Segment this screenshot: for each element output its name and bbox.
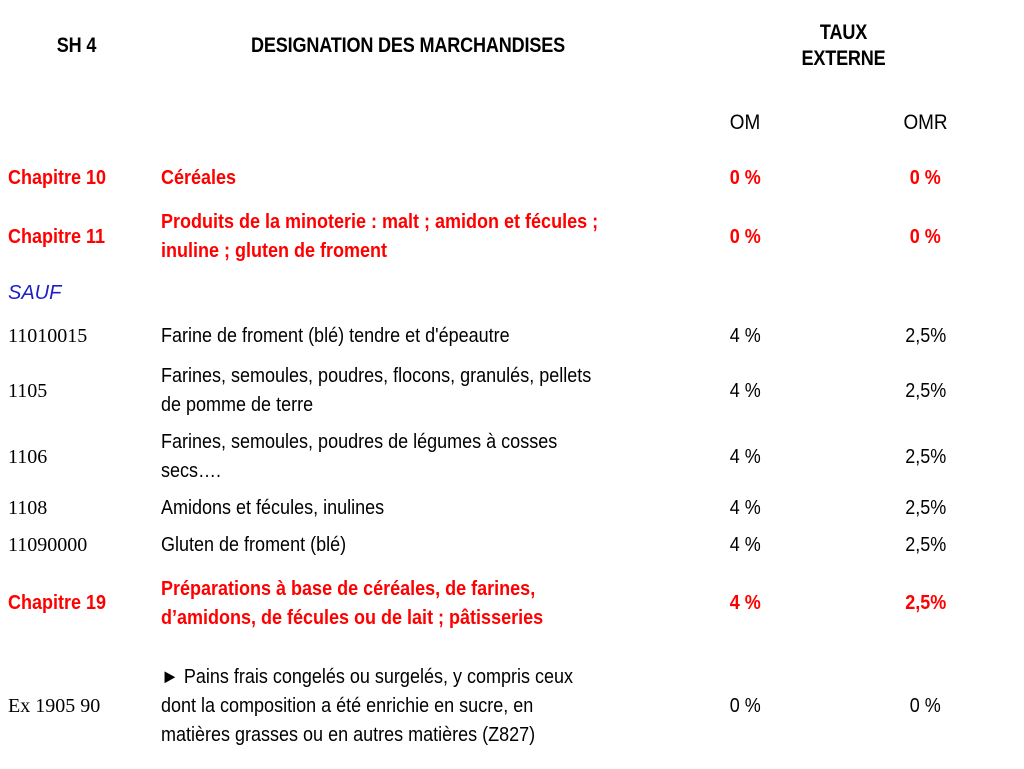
cell-sh-code: [0, 643, 153, 769]
designation-text: Amidons et fécules, inulines: [161, 497, 385, 519]
cell-sh-code: [0, 527, 153, 564]
rate-omr-text: 2,5%: [904, 534, 947, 556]
cell-sh-code: [0, 490, 153, 527]
rate-om-text: 4 %: [729, 325, 761, 347]
cell-designation: [153, 527, 663, 564]
cell-sh-code: [0, 564, 153, 643]
sh-code-text: 1108: [8, 497, 48, 519]
cell-rate-omr: [827, 564, 1024, 643]
cell-rate-om: [663, 358, 827, 424]
rate-om-text: 0 %: [729, 225, 761, 248]
table-row: [0, 203, 1024, 271]
sh-code-text: Chapitre 10: [8, 166, 107, 189]
rate-om-text: 0 %: [729, 694, 761, 717]
cell-sh-code: [0, 424, 153, 490]
sh-code-text: 1106: [8, 445, 48, 468]
cell-rate-omr: [827, 527, 1024, 564]
table-row: [0, 424, 1024, 490]
cell-rate-om: [663, 153, 827, 203]
table-header-row-main: [0, 0, 1024, 92]
sh-code-text: 11010015: [8, 325, 88, 347]
cell-rate-omr: [827, 358, 1024, 424]
cell-rate-omr: [827, 203, 1024, 271]
designation-text: Produits de la minoterie : malt ; amidon et fécules ; inuline ; gluten de froment: [161, 211, 599, 262]
rate-om-text: 4 %: [729, 445, 761, 468]
rate-omr-text: 0 %: [909, 166, 942, 189]
rate-omr-text: 2,5%: [904, 592, 947, 614]
cell-designation: [153, 315, 663, 358]
header-taux-line1: TAUX: [819, 21, 868, 45]
designation-text: ► Pains frais congelés ou surgelés, y compris ceux dont la composition a été enrichie en sucre, en matières grasses ou en autres matières (Z827): [161, 665, 574, 746]
cell-designation: [153, 358, 663, 424]
table-row: [0, 153, 1024, 203]
table-row: [0, 564, 1024, 643]
designation-text: Farines, semoules, poudres de légumes à cosses secs….: [161, 431, 558, 482]
cell-designation: [153, 271, 663, 315]
cell-sh-code: [0, 153, 153, 203]
designation-text: Préparations à base de céréales, de farines, d’amidons, de fécules ou de lait ; pâtisseries: [161, 577, 544, 629]
designation-text: Céréales: [161, 166, 237, 189]
header-taux-line2: EXTERNE: [801, 47, 886, 70]
rate-om-text: 4 %: [729, 592, 761, 614]
cell-rate-omr: [827, 643, 1024, 769]
cell-rate-om: [663, 490, 827, 527]
header-cell-taux-externe: [688, 0, 998, 92]
table-row: [0, 527, 1024, 564]
rate-om-text: 4 %: [729, 379, 761, 402]
rate-om-text: 4 %: [729, 534, 761, 556]
cell-sh-code: [0, 358, 153, 424]
table-row: [0, 643, 1024, 769]
cell-rate-omr: [827, 424, 1024, 490]
cell-sh-code: [0, 203, 153, 271]
cell-designation: [153, 564, 663, 643]
cell-rate-om: [663, 564, 827, 643]
cell-designation: [153, 643, 663, 769]
cell-rate-om: [663, 203, 827, 271]
cell-rate-om: [663, 315, 827, 358]
cell-rate-om: [663, 527, 827, 564]
sh-code-text: Chapitre 19: [8, 592, 107, 614]
rate-omr-text: 0 %: [909, 225, 942, 248]
cell-sh-code: [0, 315, 153, 358]
sh-code-text: Chapitre 11: [8, 225, 106, 248]
header-cell-sh: SH 4: [11, 0, 143, 92]
cell-rate-om: [663, 271, 827, 315]
sh-code-text: 11090000: [8, 534, 88, 556]
table-row: [0, 271, 1024, 315]
cell-rate-om: [663, 643, 827, 769]
cell-designation: [153, 203, 663, 271]
rate-omr-text: 2,5%: [904, 497, 947, 519]
rate-omr-text: 0 %: [909, 694, 942, 717]
table-row: [0, 315, 1024, 358]
cell-designation: [153, 424, 663, 490]
rate-omr-text: 2,5%: [904, 445, 947, 468]
cell-rate-omr: [827, 153, 1024, 203]
rate-om-text: 0 %: [729, 166, 761, 189]
sh-code-text: Ex 1905 90: [8, 694, 101, 717]
header-cell-designation: DESIGNATION DES MARCHANDISES: [189, 0, 628, 92]
table-row: [0, 358, 1024, 424]
table-row: [0, 490, 1024, 527]
cell-sh-code: [0, 271, 153, 315]
designation-text: Farines, semoules, poudres, flocons, granulés, pellets de pomme de terre: [161, 365, 592, 416]
rate-omr-text: 2,5%: [904, 325, 947, 347]
cell-rate-om: [663, 424, 827, 490]
rate-om-text: 4 %: [729, 497, 761, 519]
header-cell-sh-blank: [0, 92, 153, 153]
sh-code-text: 1105: [8, 379, 48, 402]
cell-rate-omr: [827, 315, 1024, 358]
header-cell-omr: OMR: [837, 92, 1014, 153]
table-header-row-sub: [0, 92, 1024, 153]
header-cell-designation-blank: [153, 92, 663, 153]
designation-text: Gluten de froment (blé): [161, 534, 347, 556]
sh-code-text: SAUF: [8, 281, 62, 304]
cell-designation: [153, 490, 663, 527]
cell-rate-omr: [827, 271, 1024, 315]
cell-designation: [153, 153, 663, 203]
rate-omr-text: 2,5%: [904, 379, 947, 402]
header-cell-om: OM: [671, 92, 819, 153]
cell-rate-omr: [827, 490, 1024, 527]
designation-text: Farine de froment (blé) tendre et d'épeautre: [161, 325, 510, 347]
